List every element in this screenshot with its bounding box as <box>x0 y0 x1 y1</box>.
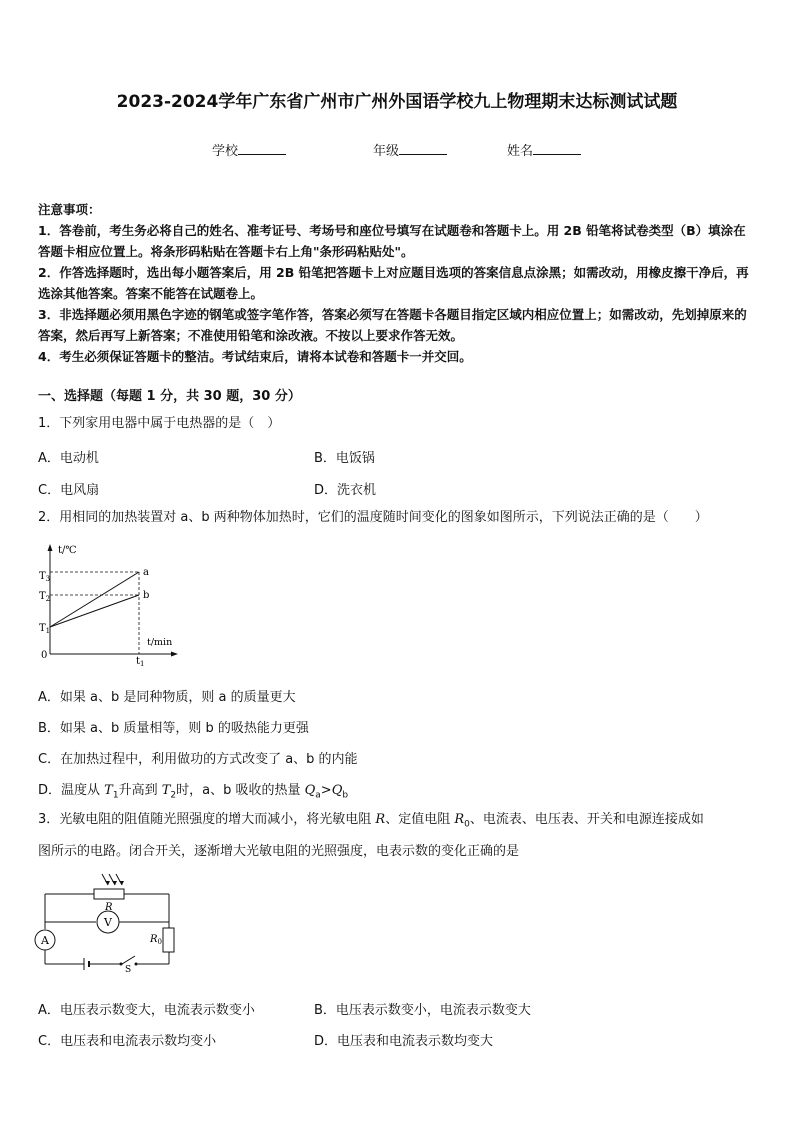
q2-option-b[interactable]: B．如果 a、b 质量相等，则 b 的吸热能力更强 <box>38 721 309 736</box>
voltmeter-label: V <box>104 916 112 929</box>
notice-block <box>38 199 758 367</box>
school-field[interactable] <box>212 140 286 159</box>
switch-label: S <box>125 965 132 972</box>
switch <box>122 956 135 964</box>
q3-option-c[interactable]: C．电压表和电流表示数均变小 <box>38 1034 217 1049</box>
q2-option-a[interactable]: A．如果 a、b 是同种物质，则 a 的质量更大 <box>38 690 296 705</box>
notice-item: 2．作答选择题时，选出每小题答案后，用 2B 铅笔把答题卡上对应题目选项的答案信息点涂黑；如需改动，用橡皮擦干净后，再选涂其他答案。答案不能答在试题卷上。 <box>38 265 749 301</box>
notice-item: 1．答卷前，考生务必将自己的姓名、准考证号、考场号和座位号填写在试题卷和答题卡上。用 2B 铅笔将试卷类型（B）填涂在答题卡相应位置上。将条形码粘贴在答题卡右上角"条形码粘贴处"。 <box>38 223 746 259</box>
time1-label: $t_1$ <box>136 656 145 668</box>
origin-label: 0 <box>41 650 48 661</box>
photoresistor <box>94 889 124 899</box>
grade-label: 年级 <box>373 144 400 159</box>
q1-option-d[interactable]: D．洗衣机 <box>314 483 377 498</box>
notice-item: 4．考生必须保证答题卡的整洁。考试结束后，请将本试卷和答题卡一并交回。 <box>38 349 472 364</box>
fixed-resistor <box>163 928 174 952</box>
y-axis-arrow <box>48 544 53 551</box>
q1-option-c[interactable]: C．电风扇 <box>38 483 100 498</box>
q3-option-d[interactable]: D．电压表和电流表示数均变大 <box>314 1034 494 1049</box>
ammeter-label: A <box>41 934 49 947</box>
series-b-label: b <box>143 590 150 601</box>
r-label: R <box>105 902 113 913</box>
r0-label: $R_0$ <box>150 934 162 946</box>
question-2-stem: 2．用相同的加热装置对 a、b 两种物体加热时，它们的温度随时间变化的图象如图所示，下列说法正确的是（ ） <box>38 510 708 525</box>
question-1-stem: 1．下列家用电器中属于电热器的是（ ） <box>38 416 281 431</box>
name-field[interactable] <box>507 140 581 159</box>
q1-option-b[interactable]: B．电饭锅 <box>314 451 375 466</box>
x-axis-arrow <box>171 652 178 657</box>
q3-option-a[interactable]: A．电压表示数变大，电流表示数变小 <box>38 1003 255 1018</box>
name-label: 姓名 <box>507 144 534 159</box>
page-title: 2023-2024学年广东省广州市广州外国语学校九上物理期末达标测试试题 <box>116 92 678 112</box>
t1-label: $T_1$ <box>39 623 51 635</box>
series-a-label: a <box>143 567 149 578</box>
section-heading: 一、选择题（每题 1 分，共 30 题，30 分） <box>38 389 301 404</box>
school-label: 学校 <box>212 144 239 159</box>
temperature-time-graph <box>34 540 184 672</box>
y-axis-label: t/℃ <box>58 545 77 556</box>
q2-option-c[interactable]: C．在加热过程中，利用做功的方式改变了 a、b 的内能 <box>38 752 358 767</box>
t2-label: $T_2$ <box>39 591 51 603</box>
notice-header: 注意事项： <box>38 202 101 217</box>
notice-item: 3．非选择题必须用黑色字迹的钢笔或签字笔作答，答案必须写在答题卡各题目指定区域内相应位置上；如需改动，先划掉原来的答案，然后再写上新答案；不准使用铅笔和涂改液。不按以上要求作答无效。 <box>38 307 747 343</box>
question-3-stem-line1: 3．光敏电阻的阻值随光照强度的增大而减小，将光敏电阻 R、定值电阻 $R_0$、电流表、电压表、开关和电源连接成如 <box>38 812 704 830</box>
q1-option-a[interactable]: A．电动机 <box>38 451 99 466</box>
grade-field[interactable] <box>373 140 447 159</box>
q2-option-d[interactable]: D．温度从 $T_1$升高到 $T_2$时，a、b 吸收的热量 $Q_a>Q_b$ <box>38 783 349 801</box>
circuit-diagram <box>32 872 182 972</box>
question-3-stem-line2: 图所示的电路。闭合开关，逐渐增大光敏电阻的光照强度，电表示数的变化正确的是 <box>38 844 520 859</box>
t3-label: $T_3$ <box>39 571 51 583</box>
x-axis-label: t/min <box>147 637 173 648</box>
q3-option-b[interactable]: B．电压表示数变小，电流表示数变大 <box>314 1003 531 1018</box>
